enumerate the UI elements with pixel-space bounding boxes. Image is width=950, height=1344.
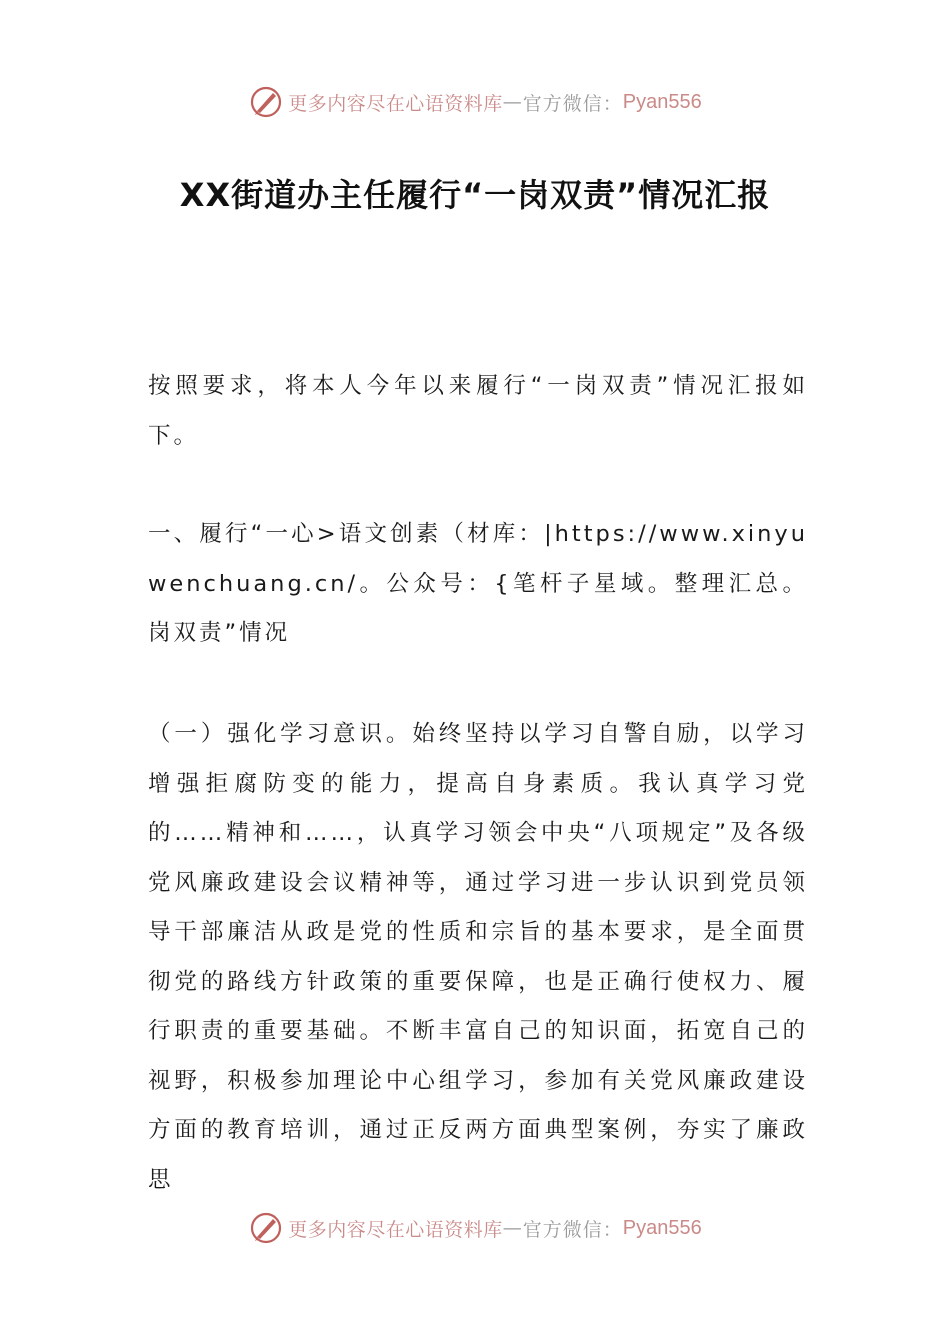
pen-logo-icon	[248, 1210, 284, 1246]
banner-separator: —	[502, 1217, 523, 1239]
paragraph-section-heading: 一、履行“一心>语文创素（材库：|https://www.xinyuwenchuang.cn/。公众号：{笔杆子星域。整理汇总。岗双责”情况	[148, 521, 808, 646]
banner-wechat-id: Pyan556	[622, 1216, 702, 1239]
banner-wechat-id: Pyan556	[622, 90, 702, 113]
footer-banner	[0, 1208, 950, 1248]
paragraph-study-awareness: （一）强化学习意识。始终坚持以学习自警自励，以学习增强拒腐防变的能力，提高自身素质。我认真学习党的……精神和……，认真学习领会中央“八项规定”及各级党风廉政建设会议精神等，通过学习进一步认识到党员领导干部廉洁从政是党的性质和宗旨的基本要求，是全面贯彻党的路线方针政策的重要保障，也是正确行使权力、履行职责的重要基础。不断丰富自己的知识面，拓宽自己的视野，积极参加理论中心组学习，参加有关党风廉政建设方面的教育培训，通过正反两方面典型案例，夯实了廉政思	[148, 721, 808, 1193]
banner-slogan: 更多内容尽在心语资料库	[288, 1218, 503, 1241]
header-banner	[0, 82, 950, 122]
banner-wechat-label: 官方微信：	[522, 1218, 623, 1241]
document-title: XX街道办主任履行“一岗双责”情况汇报	[179, 176, 771, 214]
banner-separator: —	[502, 91, 523, 113]
banner-wechat-label: 官方微信：	[522, 92, 623, 115]
pen-logo-icon	[248, 84, 284, 120]
paragraph-intro: 按照要求，将本人今年以来履行“一岗双责”情况汇报如下。	[148, 373, 808, 449]
banner-slogan: 更多内容尽在心语资料库	[288, 92, 503, 115]
